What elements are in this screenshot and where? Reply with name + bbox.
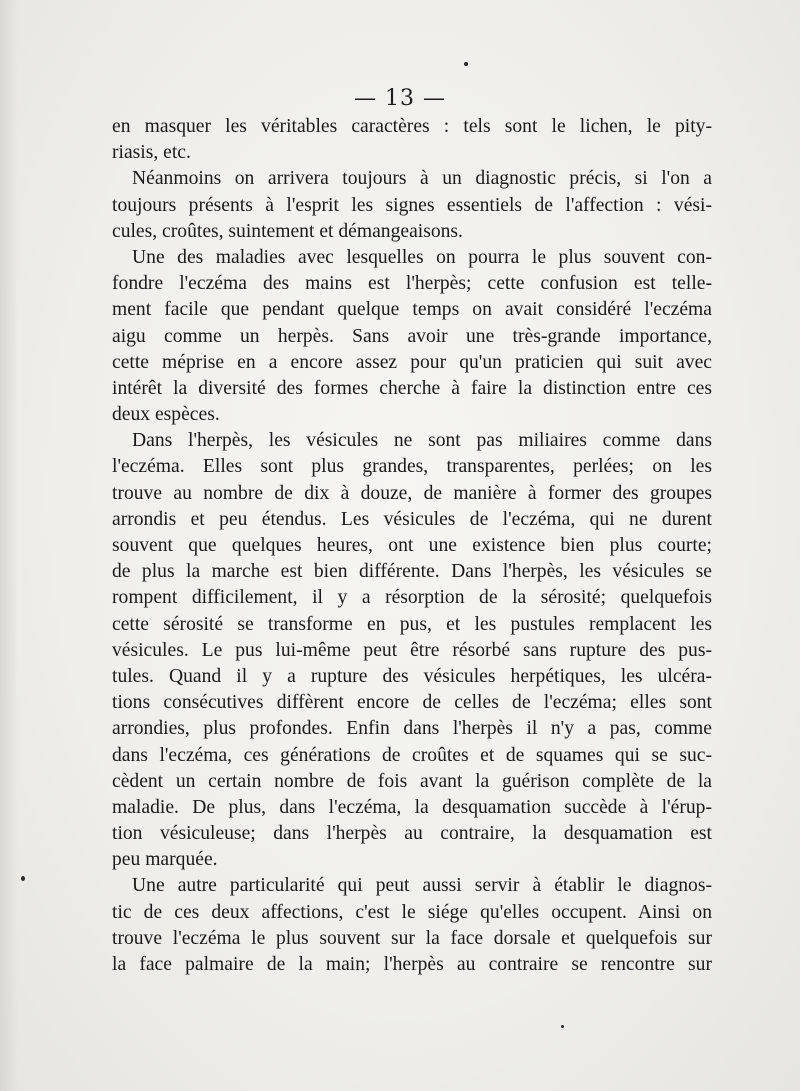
spine-shadow xyxy=(0,0,18,1091)
text-line: Une des maladies avec lesquelles on pourra le plus souvent con- xyxy=(132,246,712,268)
text-line: Néanmoins on arrivera toujours à un diagnostic précis, si l'on a xyxy=(132,168,712,190)
ink-speck xyxy=(561,1025,564,1028)
text-line: Dans l'herpès, les vésicules ne sont pas miliaires comme dans xyxy=(132,430,712,452)
text-line: vésicules. Le pus lui-même peut être résorbé sans rupture des pus- xyxy=(112,639,712,661)
ink-speck xyxy=(21,876,25,881)
text-line: deux espèces. xyxy=(112,404,220,426)
text-line: toujours présents à l'esprit les signes essentiels de l'affection : vési- xyxy=(112,194,712,216)
text-line: aigu comme un herpès. Sans avoir une très-grande importance, xyxy=(112,325,712,347)
text-line: trouve au nombre de dix à douze, de manière à former des groupes xyxy=(112,482,712,504)
text-line: tules. Quand il y a rupture des vésicules herpétiques, les ulcéra- xyxy=(112,665,712,687)
ink-speck xyxy=(464,62,468,66)
text-line: tion vésiculeuse; dans l'herpès au contraire, la desquamation est xyxy=(112,823,712,845)
text-line: intérêt la diversité des formes cherche à faire la distinction entre ces xyxy=(112,377,712,399)
text-line: tions consécutives diffèrent encore de celles de l'eczéma; elles sont xyxy=(112,692,712,714)
text-line: trouve l'eczéma le plus souvent sur la face dorsale et quelquefois sur xyxy=(112,927,712,949)
text-line: riasis, etc. xyxy=(112,142,191,164)
text-line: fondre l'eczéma des mains est l'herpès; cette confusion est telle- xyxy=(112,273,712,295)
text-line: rompent difficilement, il y a résorption de la sérosité; quelquefois xyxy=(112,587,712,609)
text-line: cules, croûtes, suintement et démangeaisons. xyxy=(112,220,463,242)
text-line: dans l'eczéma, ces générations de croûtes et de squames qui se suc- xyxy=(112,744,712,766)
text-line: Une autre particularité qui peut aussi servir à établir le diagnos- xyxy=(132,875,712,897)
text-line: de plus la marche est bien différente. Dans l'herpès, les vésicules se xyxy=(112,561,712,583)
text-line: arrondies, plus profondes. Enfin dans l'herpès il n'y a pas, comme xyxy=(112,718,712,740)
text-line: l'eczéma. Elles sont plus grandes, transparentes, perlées; on les xyxy=(112,456,712,478)
text-line: cèdent un certain nombre de fois avant la guérison complète de la xyxy=(112,770,712,792)
text-line: peu marquée. xyxy=(112,849,218,871)
text-line: souvent que quelques heures, ont une existence bien plus courte; xyxy=(112,535,712,556)
text-line: ment facile que pendant quelque temps on avait considéré l'eczéma xyxy=(112,299,712,321)
text-line: en masquer les véritables caractères : tels sont le lichen, le pity- xyxy=(112,116,712,137)
text-line: la face palmaire de la main; l'herpès au contraire se rencontre sur xyxy=(112,954,712,975)
page-number: — 13 — xyxy=(354,86,446,111)
text-line: cette sérosité se transforme en pus, et les pustules remplacent les xyxy=(112,613,712,635)
text-line: arrondis et peu étendus. Les vésicules de l'eczéma, qui ne durent xyxy=(112,508,712,530)
text-line: tic de ces deux affections, c'est le siége qu'elles occupent. Ainsi on xyxy=(112,901,712,923)
text-line: cette méprise en a encore assez pour qu'un praticien qui suit avec xyxy=(112,351,712,373)
body-text xyxy=(112,114,712,978)
text-line: maladie. De plus, dans l'eczéma, la desquamation succède à l'érup- xyxy=(112,796,712,818)
